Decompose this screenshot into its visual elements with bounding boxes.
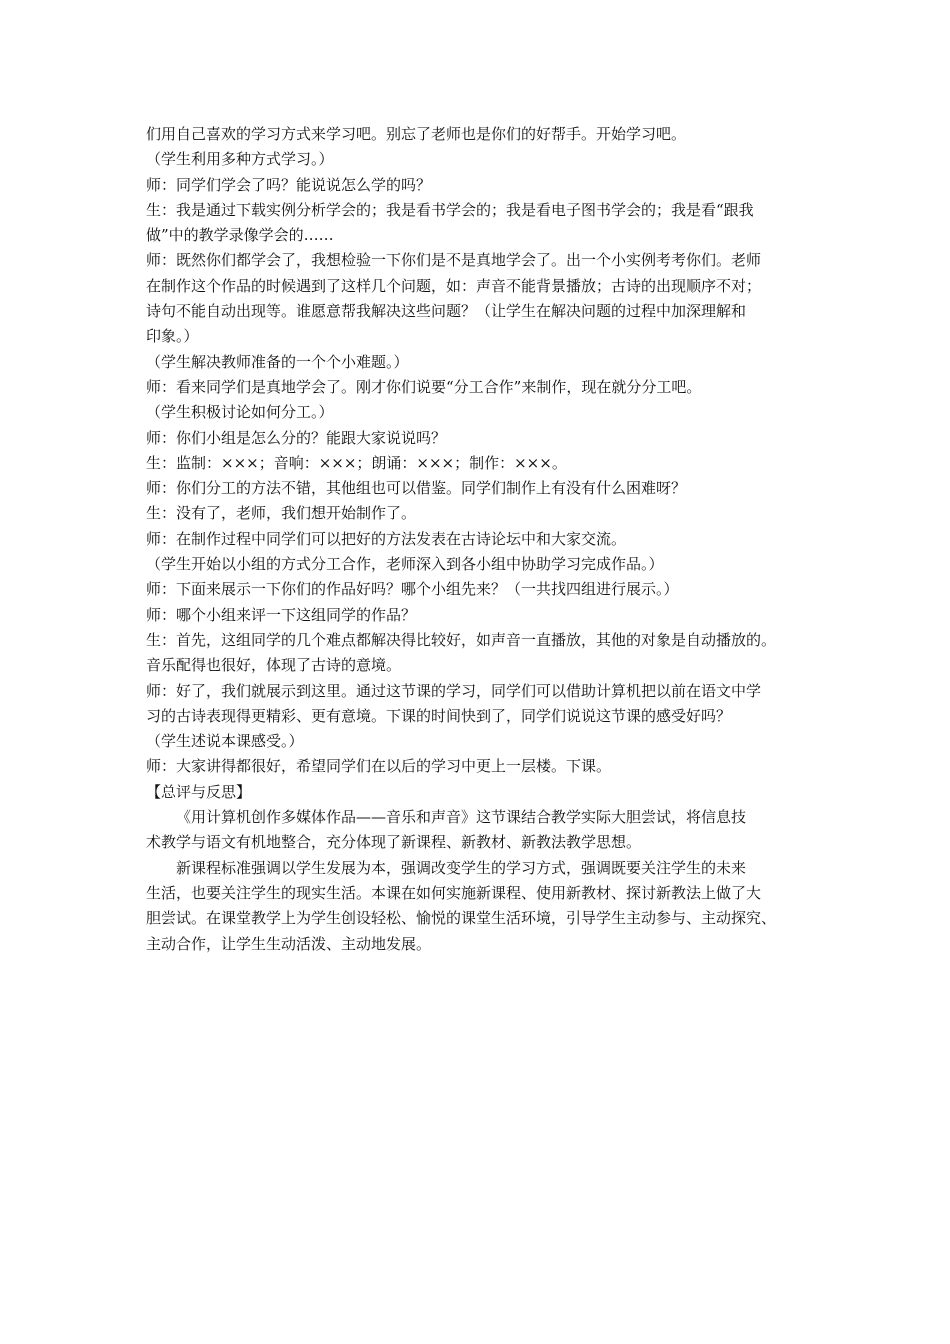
paragraph-line: 《用计算机创作多媒体作品——音乐和声音》这节课结合教学实际大胆尝试，将信息技 — [176, 808, 747, 827]
text-line: 音乐配得也很好，体现了古诗的意境。 — [146, 656, 402, 675]
text-line: 生：没有了，老师，我们想开始制作了。 — [146, 504, 417, 523]
text-line: 师：既然你们都学会了，我想检验一下你们是不是真地学会了。出一个小实例考考你们。老师 — [146, 251, 762, 270]
text-line: 生：我是通过下载实例分析学会的；我是看书学会的；我是看电子图书学会的；我是看“跟我 — [146, 200, 754, 219]
text-line: （学生利用多种方式学习。） — [146, 150, 334, 169]
paragraph-line: 生活，也要关注学生的现实生活。本课在如何实施新课程、使用新教材、探讨新教法上做了大 — [146, 883, 762, 902]
text-line: 师：你们小组是怎么分的？能跟大家说说吗？ — [146, 428, 447, 447]
text-line: 师：大家讲得都很好，希望同学们在以后的学习中更上一层楼。下课。 — [146, 757, 612, 776]
text-line: 生：监制：×××；音响：×××；朗诵：×××；制作：×××。 — [146, 453, 567, 472]
text-line: 师：下面来展示一下你们的作品好吗？哪个小组先来？（一共找四组进行展示。） — [146, 580, 679, 599]
text-line: 诗句不能自动出现等。谁愿意帮我解决这些问题？（让学生在解决问题的过程中加深理解和 — [146, 302, 747, 321]
text-line: 生：首先，这组同学的几个难点都解决得比较好，如声音一直播放，其他的对象是自动播放的。 — [146, 630, 777, 649]
text-line: 习的古诗表现得更精彩、更有意境。下课的时间快到了，同学们说说这节课的感受好吗？ — [146, 706, 732, 725]
document-page — [146, 122, 816, 957]
text-line: （学生开始以小组的方式分工合作，老师深入到各小组中协助学习完成作品。） — [146, 555, 664, 574]
paragraph-line: 新课程标准强调以学生发展为本，强调改变学生的学习方式，强调既要关注学生的未来 — [176, 858, 747, 877]
text-line: 师：同学们学会了吗？能说说怎么学的吗？ — [146, 175, 432, 194]
text-line: 在制作这个作品的时候遇到了这样几个问题，如：声音不能背景播放；古诗的出现顺序不对； — [146, 276, 762, 295]
paragraph-line: 主动合作，让学生生动活泼、主动地发展。 — [146, 934, 432, 953]
text-line: （学生述说本课感受。） — [146, 732, 304, 751]
text-line: 师：你们分工的方法不错，其他组也可以借鉴。同学们制作上有没有什么困难呀？ — [146, 479, 687, 498]
text-line: （学生积极讨论如何分工。） — [146, 403, 334, 422]
text-line: 师：在制作过程中同学们可以把好的方法发表在古诗论坛中和大家交流。 — [146, 529, 627, 548]
text-line: 们用自己喜欢的学习方式来学习吧。别忘了老师也是你们的好帮手。开始学习吧。 — [146, 125, 687, 143]
text-line: 做”中的教学录像学会的…… — [146, 226, 334, 245]
paragraph-line: 胆尝试。在课堂教学上为学生创设轻松、愉悦的课堂生活环境，引导学生主动参与、主动探究、 — [146, 909, 777, 928]
text-line: 师：好了，我们就展示到这里。通过这节课的学习，同学们可以借助计算机把以前在语文中学 — [146, 681, 762, 700]
text-line: （学生解决教师准备的一个个小难题。） — [146, 352, 409, 371]
paragraph-line: 术教学与语文有机地整合，充分体现了新课程、新教材、新教法教学思想。 — [146, 833, 642, 852]
text-line: 印象。） — [146, 327, 199, 346]
text-line: 师：哪个小组来评一下这组同学的作品？ — [146, 605, 417, 624]
text-line: 师：看来同学们是真地学会了。刚才你们说要“分工合作”来制作，现在就分分工吧。 — [146, 377, 702, 396]
section-heading: 【总评与反思】 — [146, 782, 252, 801]
